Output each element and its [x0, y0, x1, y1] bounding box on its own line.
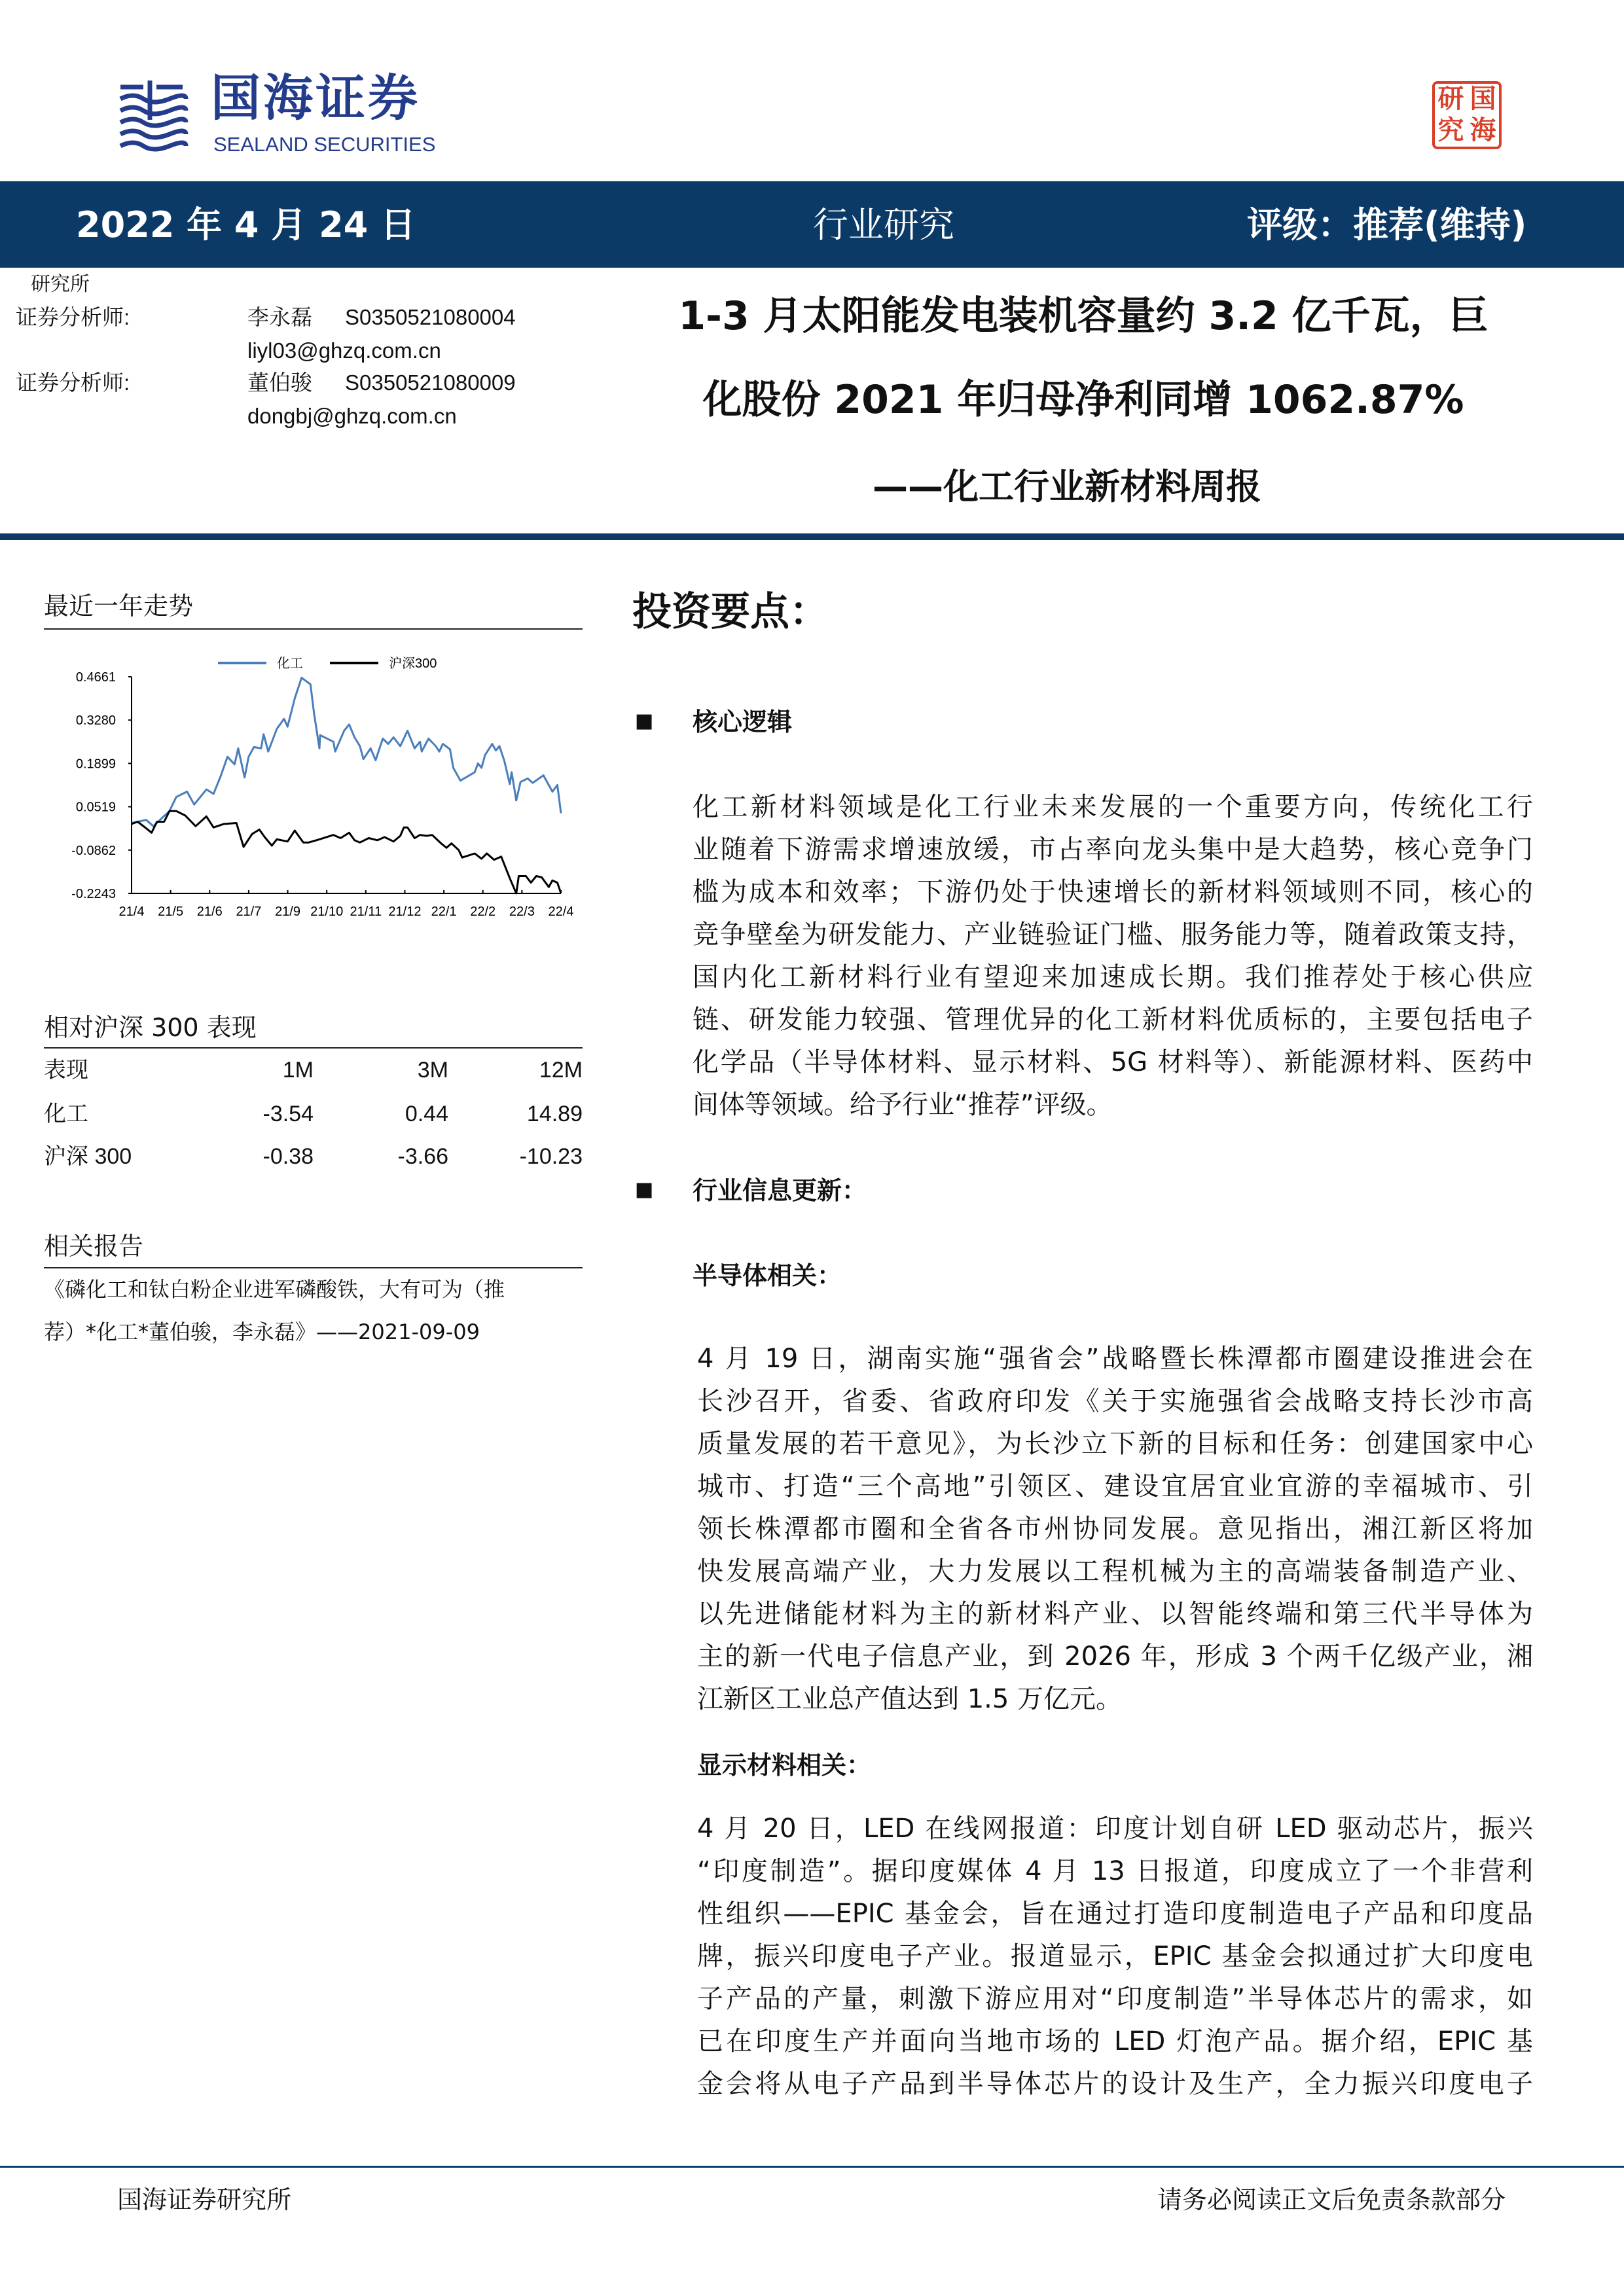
paragraph-line: 4 月 20 日，LED 在线网报道：印度计划自研 LED 驱动芯片，振兴 [697, 1814, 1533, 1844]
x-tick-label: 21/6 [196, 905, 223, 919]
paragraph-line: 子产品的产量，刺激下游应用对“印度制造”半导体芯片的需求，如 [697, 1984, 1533, 2014]
paragraph-line: 江新区工业总产值达到 1.5 万亿元。 [697, 1684, 1123, 1714]
footer-left: 国海证券研究所 [117, 2185, 292, 2214]
paragraph-line: 性组织——EPIC 基金会，旨在通过打造印度制造电子产品和印度品 [697, 1899, 1533, 1929]
table-cell: 0.44 [405, 1102, 448, 1126]
legend-label: 化工 [277, 656, 303, 671]
report-info-band [0, 181, 1624, 268]
wave-logo-icon [117, 81, 189, 154]
analyst-cert: S0350521080009 [345, 370, 516, 395]
paragraph-line: 牌，振兴印度电子产业。报道显示，EPIC 基金会拟通过扩大印度电 [697, 1941, 1533, 1971]
paragraph-line: 主的新一代电子信息产业，到 2026 年，形成 3 个两千亿级产业，湘 [697, 1641, 1533, 1672]
legend-label: 沪深300 [389, 656, 437, 671]
divider [44, 628, 583, 630]
analyst-role: 证券分析师: [16, 305, 130, 329]
trend-line-chart [44, 644, 587, 925]
paragraph-line: 长沙召开，省委、省政府印发《关于实施强省会战略支持长沙市高 [697, 1386, 1533, 1416]
paragraph-line: 已在印度生产并面向当地市场的 LED 灯泡产品。据介绍，EPIC 基 [697, 2026, 1533, 2056]
paragraph-line: 间体等领域。给予行业“推荐”评级。 [693, 1090, 1113, 1120]
y-tick-label: 0.0519 [75, 800, 116, 815]
paragraph-line: 化学品（半导体材料、显示材料、5G 材料等）、新能源材料、医药中 [693, 1047, 1533, 1077]
x-tick-label: 22/2 [470, 905, 496, 919]
paragraph-line: 竞争壁垒为研发能力、产业链验证门槛、服务能力等，随着政策支持， [693, 920, 1533, 950]
x-tick-label: 21/12 [388, 905, 422, 919]
x-tick-label: 22/4 [548, 905, 574, 919]
divider [44, 1267, 583, 1268]
paragraph-line: 质量发展的若干意见》，为长沙立下新的目标和任务：创建国家中心 [697, 1429, 1533, 1459]
x-tick-label: 21/10 [310, 905, 344, 919]
analyst-email[interactable]: liyl03@ghzq.com.cn [247, 338, 441, 363]
paragraph-line: 链、研发能力较强、管理优异的化工新材料优质标的，主要包括电子 [693, 1005, 1533, 1035]
paragraph-line: 金会将从电子产品到半导体芯片的设计及生产，全力振兴印度电子 [697, 2069, 1533, 2099]
x-tick-label: 21/7 [236, 905, 262, 919]
table-header-3m: 3M [417, 1058, 448, 1083]
y-tick-label: -0.2243 [71, 887, 116, 901]
analyst-name: 董伯骏 [247, 370, 312, 395]
bullet-square-icon: ■ [635, 709, 654, 732]
series-line-hs300 [132, 811, 561, 893]
paragraph-line: 以先进储能材料为主的新材料产业、以智能终端和第三代半导体为 [697, 1599, 1533, 1629]
related-report-link[interactable]: 荐）*化工*董伯骏，李永磊》——2021-09-09 [44, 1319, 480, 1344]
investment-highlights-heading: 投资要点： [632, 589, 829, 635]
table-cell: 沪深 300 [44, 1144, 132, 1169]
divider [44, 1047, 583, 1049]
x-tick-label: 22/1 [431, 905, 457, 919]
paragraph-line: 领长株潭都市圈和全省各市州协同发展。意见指出，湘江新区将加 [697, 1514, 1533, 1544]
table-cell: -10.23 [519, 1144, 583, 1169]
report-title-line-2: 化股份 2021 年归母净利同增 1062.87% [702, 377, 1464, 423]
x-tick-label: 21/4 [118, 905, 145, 919]
paragraph-line: 槛为成本和效率；下游仍处于快速增长的新材料领域则不同，核心的 [693, 877, 1533, 907]
analyst-email[interactable]: dongbj@ghzq.com.cn [247, 404, 457, 428]
report-category: 行业研究 [813, 204, 954, 245]
y-tick-label: 0.3280 [75, 713, 116, 728]
paragraph-line: “印度制造”。据印度媒体 4 月 13 日报道，印度成立了一个非营利 [697, 1856, 1533, 1886]
report-title-line-1: 1-3 月太阳能发电装机容量约 3.2 亿千瓦，巨 [678, 293, 1489, 339]
paragraph-line: 城市、打造“三个高地”引领区、建设宜居宜业宜游的幸福城市、引 [697, 1471, 1533, 1501]
display-materials-heading: 显示材料相关： [697, 1751, 872, 1780]
analyst-cert: S0350521080004 [345, 305, 516, 329]
paragraph-line: 4 月 19 日，湖南实施“强省会”战略暨长株潭都市圈建设推进会在 [697, 1344, 1533, 1374]
table-header-1m: 1M [282, 1058, 314, 1083]
related-report-link[interactable]: 《磷化工和钛白粉企业进军磷酸铁，大有可为（推 [44, 1277, 505, 1302]
semiconductor-heading: 半导体相关： [693, 1261, 842, 1290]
institute-label: 研究所 [31, 274, 90, 295]
logo-english-name: SEALAND SECURITIES [213, 133, 436, 156]
header-divider [0, 533, 1624, 540]
industry-update-heading: 行业信息更新： [693, 1176, 867, 1205]
core-logic-heading: 核心逻辑 [693, 708, 793, 736]
related-reports-heading: 相关报告 [44, 1232, 144, 1261]
report-date: 2022 年 4 月 24 日 [76, 204, 416, 245]
table-cell: 14.89 [526, 1102, 583, 1126]
footer-disclaimer: 请务必阅读正文后免责条款部分 [1157, 2185, 1506, 2214]
paragraph-line: 快发展高端产业，大力发展以工程机械为主的高端装备制造产业、 [697, 1556, 1533, 1587]
performance-heading: 相对沪深 300 表现 [44, 1013, 257, 1042]
y-tick-label: 0.1899 [75, 757, 116, 772]
table-cell: 化工 [44, 1102, 88, 1126]
chart-legend [218, 656, 437, 671]
x-tick-label: 21/11 [350, 905, 382, 919]
x-tick-label: 21/5 [158, 905, 184, 919]
report-subtitle: ——化工行业新材料周报 [873, 466, 1261, 507]
table-cell: -3.54 [262, 1102, 314, 1126]
trend-heading: 最近一年走势 [44, 592, 194, 620]
table-cell: -3.66 [397, 1144, 448, 1169]
table-header-12m: 12M [539, 1058, 583, 1083]
series-line-chemical [132, 678, 561, 827]
company-logo [117, 81, 189, 154]
research-seal-stamp: 研 国 究 海 [1432, 81, 1502, 149]
paragraph-line: 国内化工新材料行业有望迎来加速成长期。我们推荐处于核心供应 [693, 962, 1533, 992]
x-tick-label: 22/3 [509, 905, 535, 919]
footer-divider [0, 2166, 1624, 2168]
table-cell: -0.38 [262, 1144, 314, 1169]
paragraph-line: 化工新材料领域是化工行业未来发展的一个重要方向，传统化工行 [693, 792, 1533, 822]
table-header-label: 表现 [44, 1058, 88, 1083]
x-tick-label: 21/9 [275, 905, 301, 919]
analyst-name: 李永磊 [247, 305, 312, 329]
y-tick-label: 0.4661 [75, 670, 116, 685]
bullet-square-icon: ■ [635, 1178, 654, 1201]
analyst-role: 证券分析师: [16, 370, 130, 395]
y-tick-label: -0.0862 [71, 843, 116, 858]
logo-chinese-name: 国海证券 [211, 69, 420, 127]
paragraph-line: 业随着下游需求增速放缓，市占率向龙头集中是大趋势，核心竞争门 [693, 834, 1533, 865]
report-rating: 评级：推荐(维持) [1247, 204, 1527, 245]
